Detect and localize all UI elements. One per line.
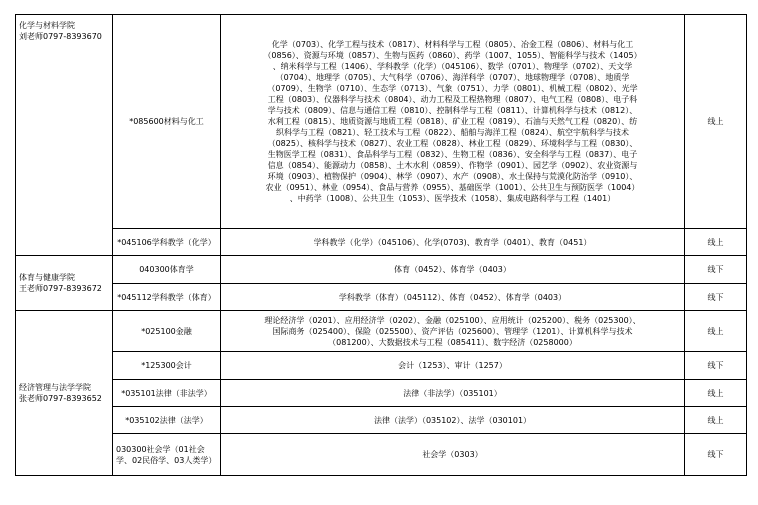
majors-cell: 法律（法学）（035102）、法学（030101） (221, 407, 685, 434)
majors-line: 学与技术（0809）、信息与通信工程（0810）、控制科学与工程（0811）、计算机科学与技术（0812）、 (267, 106, 638, 115)
majors-line: （0709）、生物学（0710）、生态学（0713）、气象（0751）、力学（0801）、机械工程（0802）、光学 (267, 84, 638, 93)
program-cell: 040300体育学 (113, 256, 221, 284)
majors-line: 农业（0951）、林业（0954）、食品与营养（0955）、基础医学（1001）、公共卫生与预防医学（1004） (265, 183, 640, 192)
majors-line: 环境（0903）、植物保护（0904）、林学（0907）、水产（0908）、水土保持与荒漠化防治学（0910）、 (267, 172, 638, 181)
majors-cell (221, 311, 685, 352)
program-cell: *035102法律（法学） (113, 407, 221, 434)
majors-cell: 体育（0452）、体育学（0403） (221, 256, 685, 284)
majors-line: 工程（0803）、仪器科学与技术（0804）、动力工程及工程热物理（0807）、电气工程（0808）、电子科 (267, 95, 638, 104)
mode-cell: 线上 (685, 380, 747, 407)
majors-line: （0825）、核科学与技术（0827）、农业工程（0828）、林业工程（0829）、环境科学与工程（0830）、 (267, 139, 638, 148)
department-contact: 王老师0797-8393672 (19, 284, 102, 293)
department-cell (16, 311, 113, 476)
mode-cell: 线上 (685, 407, 747, 434)
department-name: 体育与健康学院 (19, 273, 75, 282)
program-cell: 030300社会学（01社会学、02民俗学、03人类学） (113, 434, 221, 476)
table-row (16, 229, 747, 256)
program-cell: *045112学科教学（体育） (113, 284, 221, 311)
table-row (16, 311, 747, 352)
majors-cell: 学科教学（体育）（045112）、体育（0452）、体育学（0403） (221, 284, 685, 311)
majors-line: （081200）、大数据技术与工程（085411）、数字经济（0258000） (328, 337, 577, 347)
majors-line: 国际商务（025400）、保险（025500）、资产评估（025600）、管理学（1201）、计算机科学与技术 (272, 326, 633, 336)
department-name: 经济管理与法学学院 (19, 383, 91, 392)
program-cell: *035101法律（非法学） (113, 380, 221, 407)
department-contact: 张老师0797-8393652 (19, 394, 102, 403)
majors-cell: 学科教学（化学）（045106）、化学(0703)、教育学（0401）、教育（0451） (221, 229, 685, 256)
program-cell: *045106学科教学（化学） (113, 229, 221, 256)
table-row (16, 434, 747, 476)
mode-cell: 线上 (685, 311, 747, 352)
majors-line: 生物医学工程（0831）、食品科学与工程（0832）、生物工程（0836）、安全科学与工程（0837）、电子 (267, 150, 638, 159)
majors-line: 、中药学（1008）、公共卫生（1053）、医学技术（1058）、集成电路科学与工程（1401） (289, 194, 616, 203)
majors-line: （0856）、资源与环境（0857）、生物与医药（0860）、药学（1007、1055）、智能科学与技术（1405） (263, 51, 642, 60)
mode-cell: 线下 (685, 284, 747, 311)
majors-line: 、纳米科学与工程（1406）、学科教学（化学）（045106）、数学（0701）、物理学（0702）、天文学 (272, 62, 633, 71)
majors-line: 水利工程（0815）、地质资源与地质工程（0818）、矿业工程（0819）、石油与天然气工程（0820）、纺 (267, 117, 638, 126)
mode-cell: 线下 (685, 434, 747, 476)
majors-line: 织科学与工程（0821）、轻工技术与工程（0822）、船舶与海洋工程（0824）、航空宇航科学与技术 (275, 128, 630, 137)
program-cell: *085600材料与化工 (113, 15, 221, 229)
majors-line: 理论经济学（0201）、应用经济学（0202）、金融（025100）、应用统计（025200）、税务（025300）、 (264, 315, 641, 325)
majors-cell: 法律（非法学）（035101） (221, 380, 685, 407)
admission-table (15, 14, 747, 476)
table-row (16, 284, 747, 311)
department-name: 化学与材料学院 (19, 21, 75, 30)
majors-line: 化学（0703）、化学工程与技术（0817）、材料科学与工程（0805）、冶金工程（0806）、材料与化工 (271, 40, 634, 49)
department-cell (16, 15, 113, 256)
majors-cell: 会计（1253）、审计（1257） (221, 352, 685, 380)
table-row (16, 380, 747, 407)
table-row (16, 407, 747, 434)
majors-line: 信息（0854）、能源动力（0858）、土木水利（0859）、作物学（0901）、园艺学（0902）、农业资源与 (267, 161, 638, 170)
table-row (16, 15, 747, 229)
mode-cell: 线下 (685, 256, 747, 284)
department-contact: 刘老师0797-8393670 (19, 32, 102, 41)
department-cell (16, 256, 113, 311)
program-cell: *025100金融 (113, 311, 221, 352)
majors-cell (221, 15, 685, 229)
mode-cell: 线下 (685, 352, 747, 380)
table-row (16, 256, 747, 284)
mode-cell: 线上 (685, 229, 747, 256)
table-row (16, 352, 747, 380)
majors-cell: 社会学（0303） (221, 434, 685, 476)
majors-line: （0704）、地理学（0705）、大气科学（0706）、海洋科学（0707）、地球物理学（0708）、地质学 (275, 73, 630, 82)
mode-cell: 线上 (685, 15, 747, 229)
program-cell: *125300会计 (113, 352, 221, 380)
